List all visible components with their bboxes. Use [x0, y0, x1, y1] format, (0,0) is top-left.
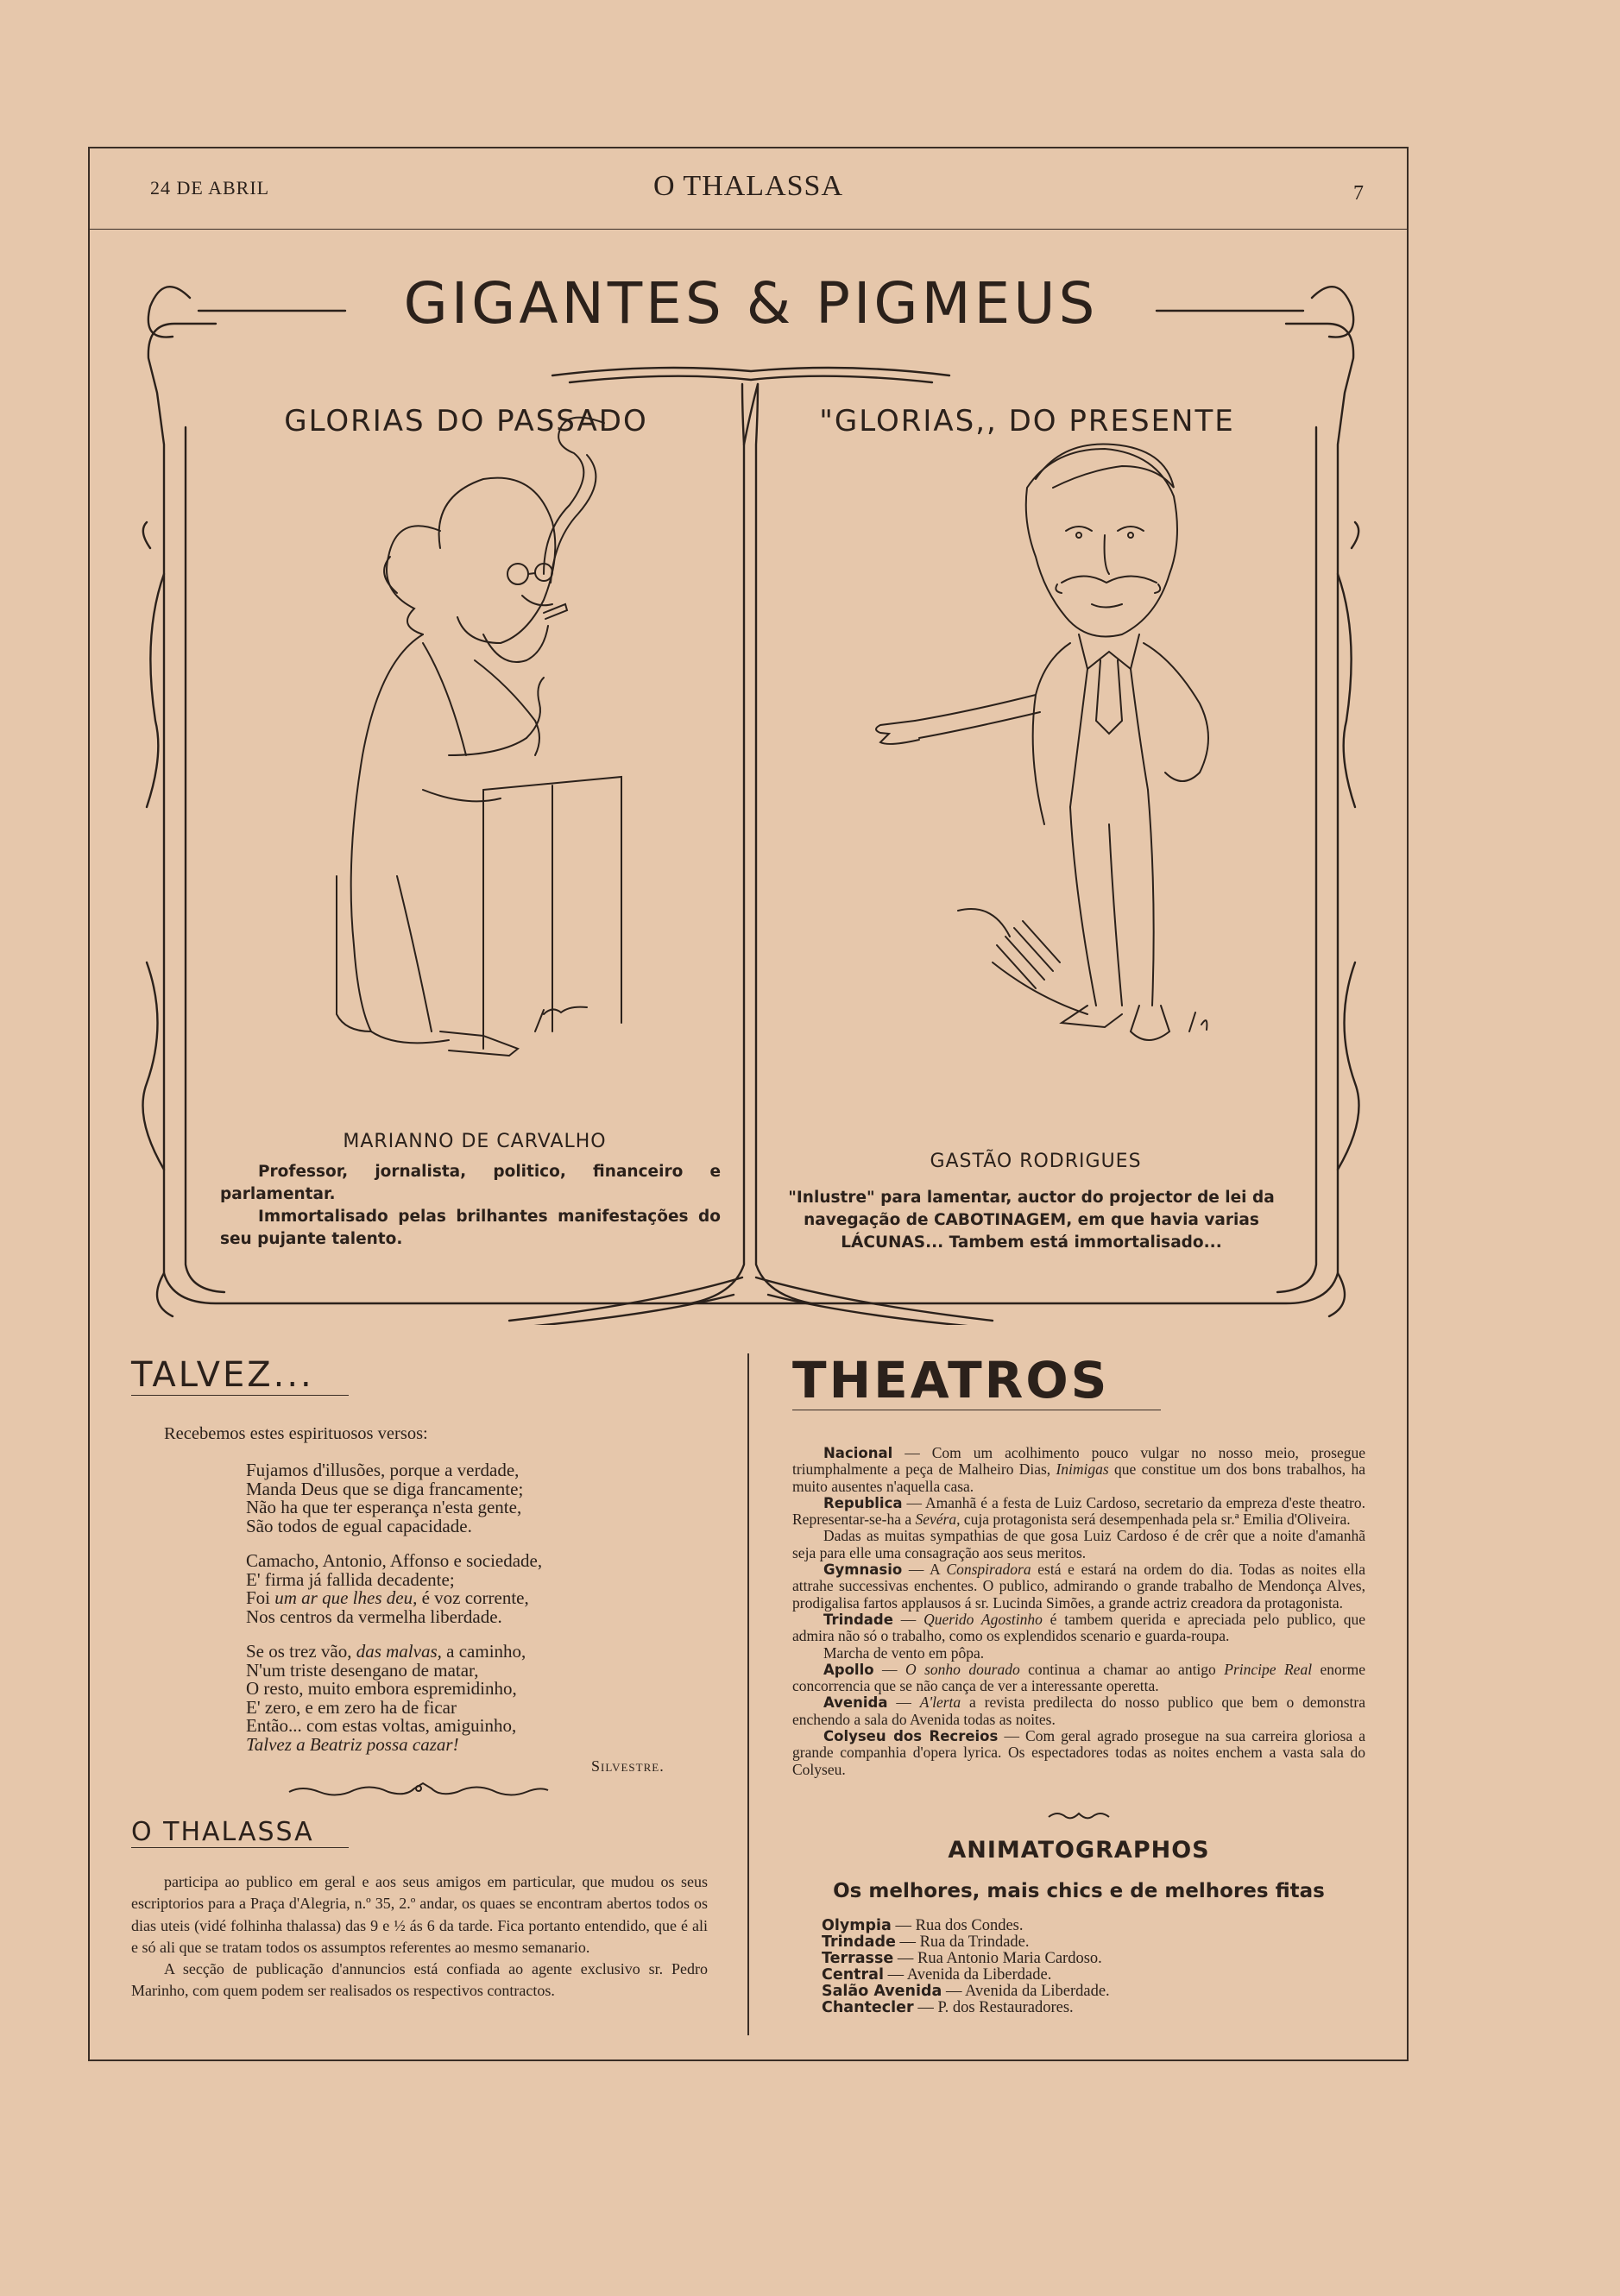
- animatographos-subtitle: Os melhores, mais chics e de melhores fitas: [833, 1880, 1325, 1902]
- list-item: Olympia — Rua dos Condes.: [822, 1917, 1024, 1934]
- left-column-heading: GLORIAS DO PASSADO: [284, 404, 648, 438]
- list-item: Salão Avenida — Avenida da Liberdade.: [822, 1983, 1110, 2000]
- poem: [246, 1461, 542, 1770]
- newspaper-title: O THALASSA: [652, 170, 843, 202]
- verse-line: Manda Deus que se diga francamente;: [246, 1478, 524, 1499]
- thalassa-notice: [131, 1871, 708, 2003]
- list-item: Chantecler — P. dos Restauradores.: [822, 1999, 1074, 2016]
- page-number: 7: [1353, 182, 1364, 205]
- theatre-entry: Avenida — A'lerta a revista predilecta do nosso publico que bem o demonstra enchendo a sala do Avenida todas as noites.: [792, 1694, 1365, 1728]
- theatre-entry: Colyseu dos Recreios — Com geral agrado prosegue na sua carreira gloriosa a grande companhia d'opera lyrica. Os espectadores todas as noites enchem a vasta sala do Colyseu.: [792, 1727, 1366, 1778]
- theatre-entry: Republica — Amanhã é a festa de Luiz Cardoso, secretario da empreza d'este theatro. Representar-se-ha a Sevéra, cuja protagonista será desempenhada pela sr.ª Emilia d'Oliveira.: [792, 1493, 1365, 1529]
- flourish-divider: [1044, 1807, 1113, 1824]
- thalassa-title: O THALASSA: [131, 1817, 349, 1848]
- stanza: [246, 1552, 542, 1626]
- stanza: [246, 1461, 542, 1536]
- theatre-entry: Gymnasio — A Conspiradora está e estará na ordem do dia. Todas as noites ella attrahe successivas enchentes. O publico, admirando o grande trabalho de Mendonça Alves, prodigalisa fartos applausos á sr. Lucinda Simões, a grande actriz creadora da protagonista.: [792, 1561, 1365, 1612]
- poem-signature: Silvestre.: [591, 1757, 665, 1775]
- left-figure-caption: [220, 1161, 721, 1251]
- theatre-entry: Nacional — Com um acolhimento pouco vulgar no nosso meio, prosegue triumphalmente a peça de Malheiro Dias, Inimigas que constitue um dos bons trabalhos, ha muito ausentes n'aquella casa.: [792, 1444, 1365, 1495]
- theatre-entry: Trindade — Querido Agostinho é tambem querida e apreciada pelo publico, que admira não só o trabalho, como os explendidos scenario e guarda-roupa.: [792, 1610, 1365, 1645]
- theatros-title: THEATROS: [792, 1351, 1161, 1410]
- verse-line: O resto, muito embora espremidinho,: [246, 1678, 517, 1699]
- theatre-entry: Marcha de vento em pôpa.: [823, 1643, 985, 1662]
- flourish-divider: [285, 1778, 552, 1801]
- verse-line: Camacho, Antonio, Affonso e sociedade,: [246, 1550, 543, 1571]
- verse-line: Então... com estas voltas, amiguinho,: [246, 1715, 517, 1736]
- right-figure-caption: [781, 1187, 1282, 1254]
- verse-line: São todos de egual capacidade.: [246, 1515, 472, 1536]
- verse-line: Talvez a Beatriz possa cazar!: [246, 1733, 459, 1755]
- column-divider: [747, 1353, 749, 2035]
- verse-line: Foi um ar que lhes deu, é voz corrente,: [246, 1587, 529, 1608]
- issue-date: 24 DE ABRIL: [150, 177, 270, 199]
- verse-line: E' zero, e em zero ha de ficar: [246, 1696, 457, 1718]
- verse-line: Não ha que ter esperança n'esta gente,: [246, 1497, 522, 1517]
- theatros-body: [792, 1445, 1365, 1778]
- verse-line: Nos centros da vermelha liberdade.: [246, 1605, 502, 1627]
- verse-line: Fujamos d'illusões, porque a verdade,: [246, 1460, 520, 1480]
- caption-line: Immortalisado pelas brilhantes manifestações do seu pujante talento.: [220, 1208, 721, 1248]
- right-figure-name: GASTÃO RODRIGUES: [930, 1151, 1142, 1172]
- notice-paragraph: participa ao publico em geral e aos seus amigos em particular, que mudou os seus escriptorios para a Praça d'Alegria, n.º 35, 2.º andar, os quaes se encontram abertos todos os dias uteis (vidé folhinha thalassa) das 9 e ½ ás 6 da tarde. Fica portanto entendido, que é ali e só ali que se tratam todos os assumptos referentes ao mesmo semanario.: [131, 1873, 708, 1956]
- verse-line: E' firma já fallida decadente;: [246, 1568, 455, 1590]
- page-header: [90, 151, 1407, 230]
- list-item: Terrasse — Rua Antonio Maria Cardoso.: [822, 1950, 1102, 1967]
- caption-line: Professor, jornalista, politico, financeiro e parlamentar.: [220, 1163, 721, 1203]
- left-figure-name: MARIANNO DE CARVALHO: [343, 1131, 607, 1152]
- theatre-entry: Apollo — O sonho dourado continua a chamar ao antigo Principe Real enorme concorrencia que se não cança de ver a interessante operetta.: [792, 1660, 1366, 1695]
- animatographos-title: ANIMATOGRAPHOS: [948, 1837, 1210, 1864]
- notice-paragraph: A secção de publicação d'annuncios está confiada ao agente exclusivo sr. Pedro Marinho, com quem podem ser realisados os respectivos contractos.: [131, 1960, 708, 2000]
- talvez-title: TALVEZ...: [131, 1355, 349, 1396]
- right-column-heading: "GLORIAS,, DO PRESENTE: [819, 404, 1235, 438]
- cinema-list: [822, 1918, 1110, 2016]
- cartoon-title: GIGANTES & PIGMEUS: [403, 270, 1099, 337]
- theatre-entry: Dadas as muitas sympathias de que gosa Luiz Cardoso é de crêr que a noite d'amanhã seja para elle uma consagração aos seus meritos.: [792, 1527, 1365, 1561]
- list-item: Central — Avenida da Liberdade.: [822, 1966, 1052, 1984]
- stanza: [246, 1643, 542, 1754]
- verse-line: N'um triste desengano de matar,: [246, 1659, 479, 1681]
- talvez-intro: Recebemos estes espirituosos versos:: [164, 1424, 428, 1443]
- verse-line: Se os trez vão, das malvas, a caminho,: [246, 1641, 526, 1662]
- list-item: Trindade — Rua da Trindade.: [822, 1933, 1030, 1951]
- caption-line: "Inlustre" para lamentar, auctor do projector de lei da navegação de CABOTINAGEM, em que havia varias LÁCUNAS... Tambem está immortalisado...: [788, 1189, 1275, 1252]
